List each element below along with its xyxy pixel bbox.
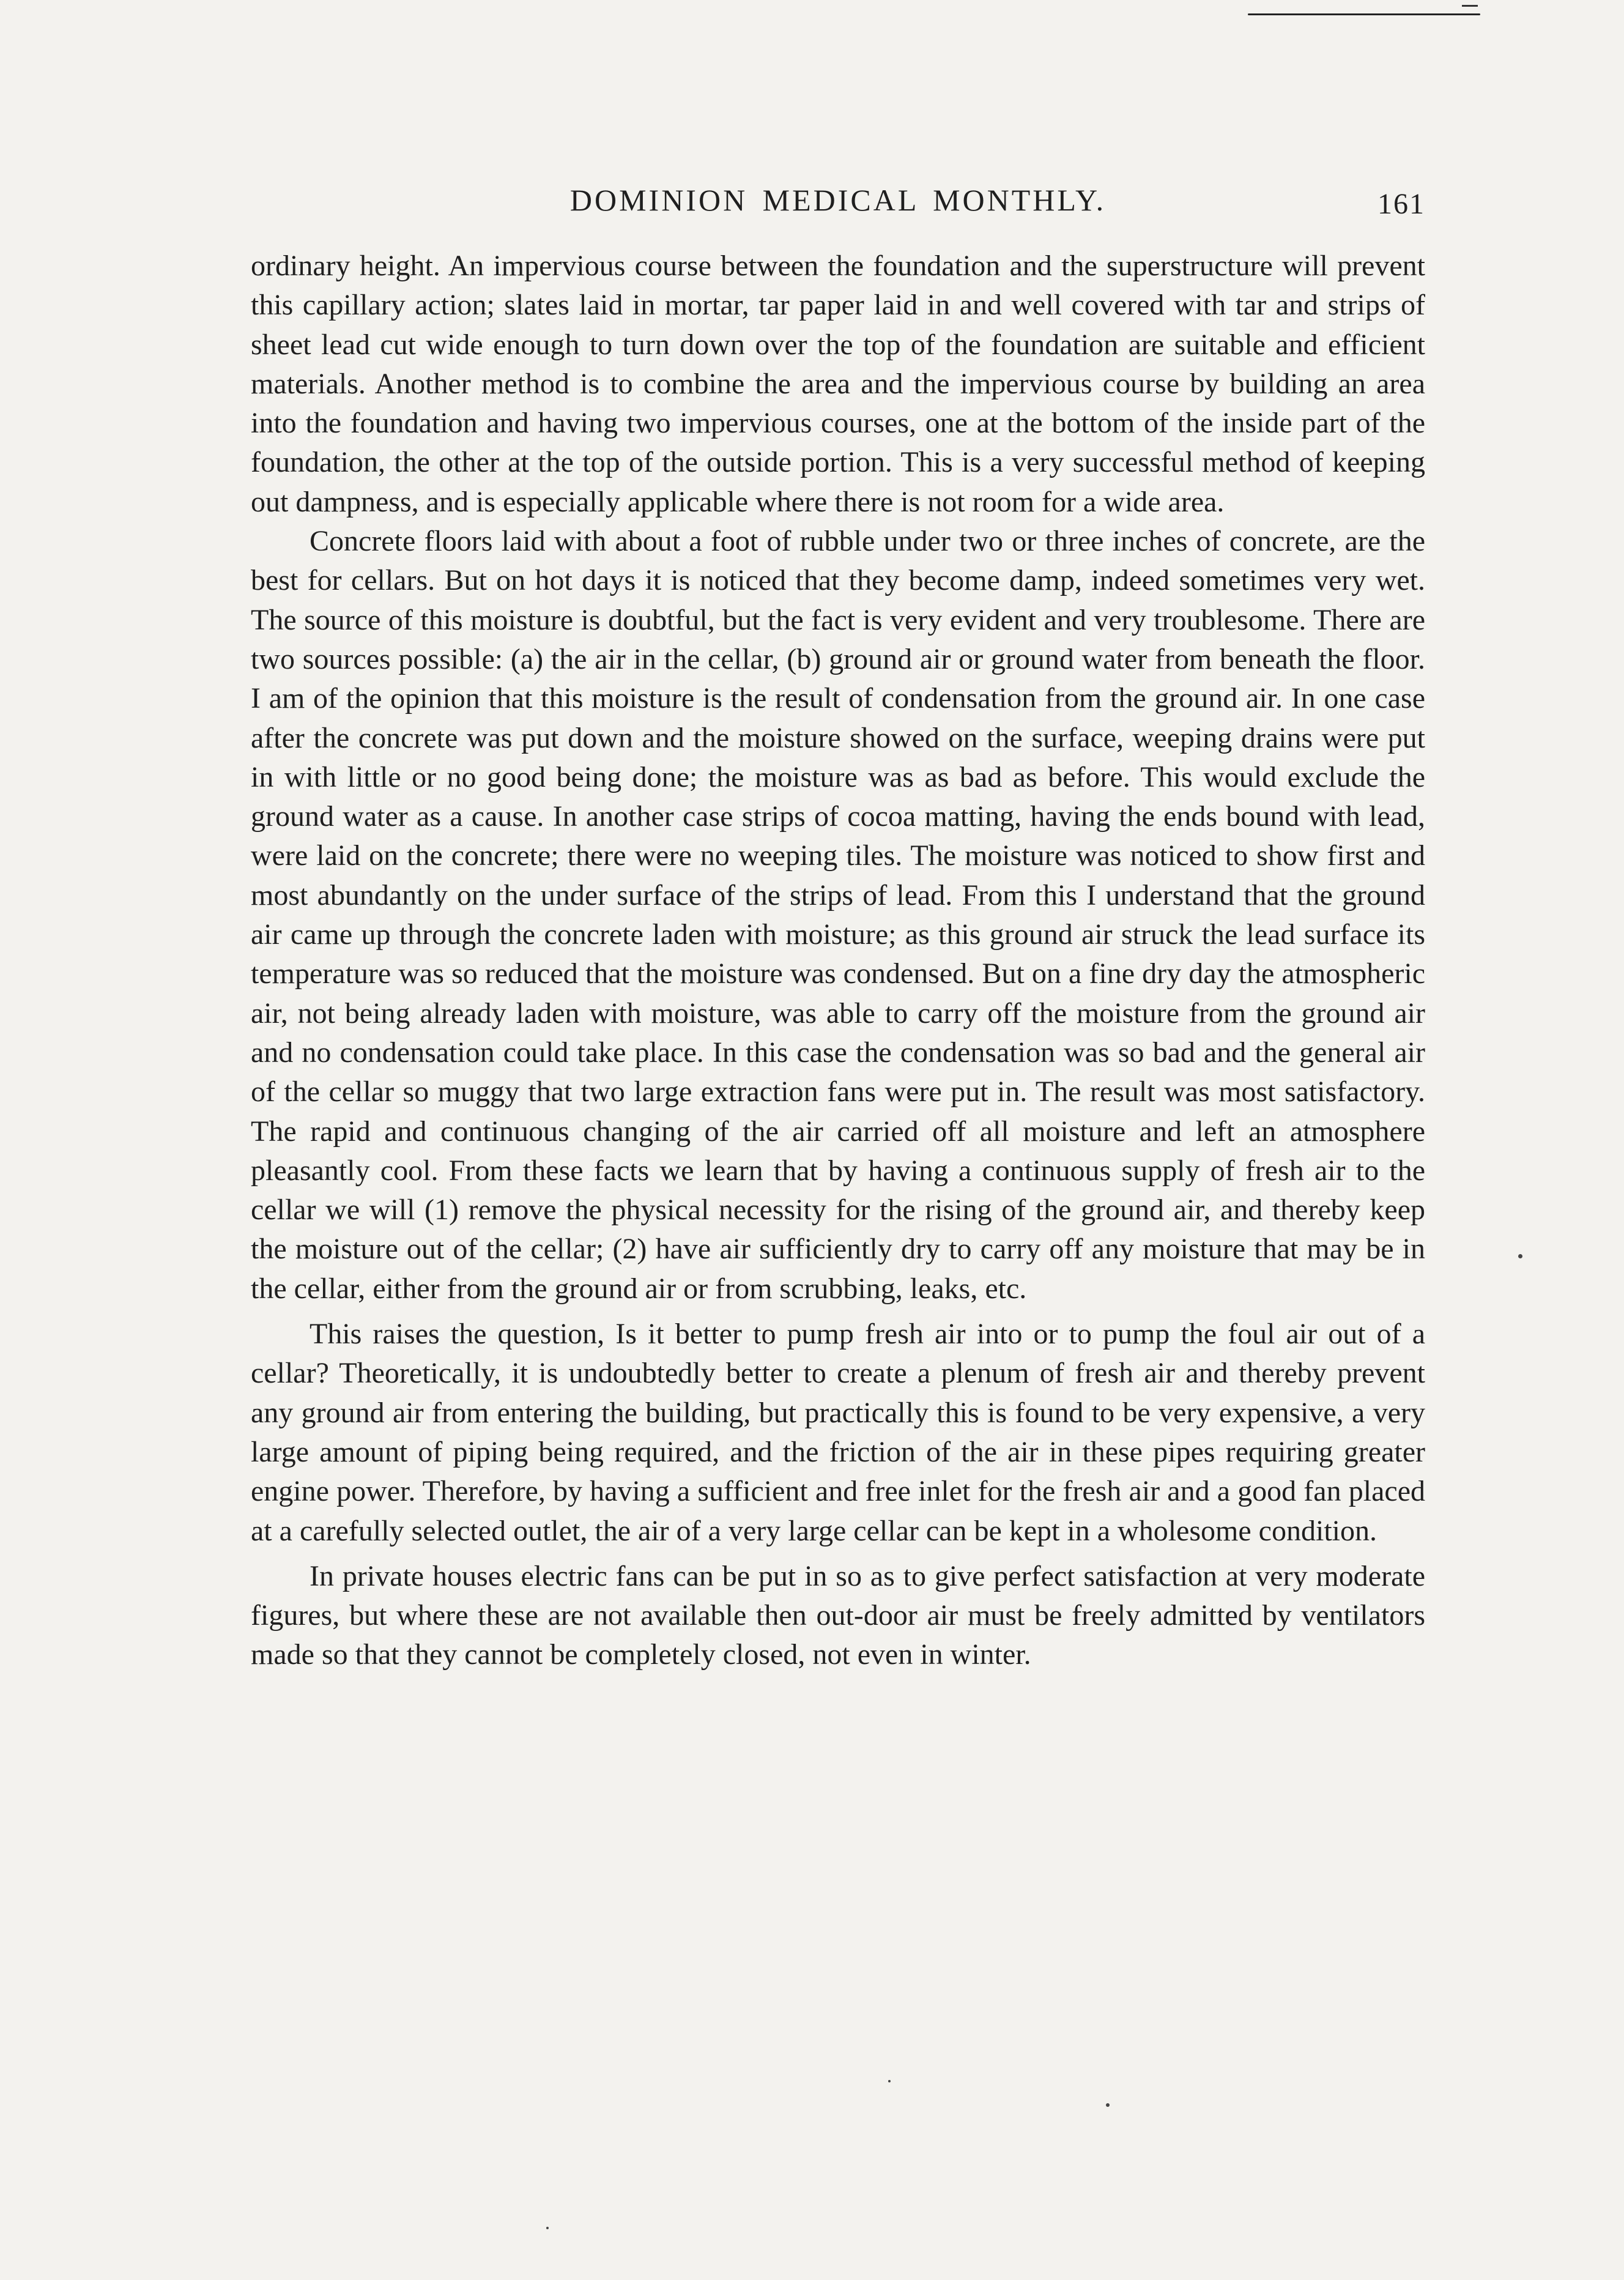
scan-speck: [546, 2227, 549, 2229]
paragraph-fresh-air-question: This raises the question, Is it better to pump fresh air into or to pump the foul air out of a cellar? Theoretically, it is undoubtedly better to create a plenum of fresh air and thereby prevent any ground air from entering the building, but practically this is found to be very expensive, a very large amount of piping being required, and the friction of the air in these pipes requiring greater engine power. Therefore, by having a sufficient and free inlet for the fresh air and a good fan placed at a carefully selected outlet, the air of a very large cellar can be kept in a wholesome condition.: [251, 1318, 1425, 1547]
running-header: [251, 182, 1425, 231]
paragraph-continuation: ordinary height. An impervious course between the foundation and the superstructure will prevent this capillary action; slates laid in mortar, tar paper laid in and well covered with tar and strips of sheet lead cut wide enough to turn down over the top of the foundation are suitable and efficient materials. Another method is to combine the area and the impervious course by building an area into the foundation and having two impervious courses, one at the bottom of the inside part of the foundation, the other at the top of the outside portion. This is a very successful method of keeping out dampness, and is especially applicable where there is not room for a wide area.: [251, 250, 1425, 518]
top-edge-rule: [1248, 13, 1480, 15]
top-edge-mark: [1462, 5, 1478, 7]
scan-speck: [1518, 1254, 1522, 1258]
paragraph-private-houses: In private houses electric fans can be put in so as to give perfect satisfaction at very moderate figures, but where these are not available then out-door air must be freely admitted by ventilators made so that they cannot be completely closed, not even in winter.: [251, 1559, 1425, 1671]
paragraph-concrete-floors: Concrete floors laid with about a foot of rubble under two or three inches of concrete, are the best for cellars. But on hot days it is noticed that they become damp, indeed sometimes very wet. The source of this moisture is doubtful, but the fact is very evident and very troublesome. There are two sources possible: (a) the air in the cellar, (b) ground air or ground water from beneath the floor. I am of the opinion that this moisture is the result of condensation from the ground air. In one case after the concrete was put down and the moisture showed on the surface, weeping drains were put in with little or no good being done; the moisture was as bad as before. This would exclude the ground water as a cause. In another case strips of cocoa matting, having the ends bound with lead, were laid on the concrete; there were no weeping tiles. The moisture was noticed to show first and most abundantly on the under surface of the strips of lead. From this I understand that the ground air came up through the concrete laden with moisture; as this ground air struck the lead surface its temperature was so reduced that the moisture was condensed. But on a fine dry day the atmospheric air, not being already laden with moisture, was able to carry off the moisture from the ground air and no condensation could take place. In this case the condensation was so bad and the general air of the cellar so muggy that two large extraction fans were put in. The result was most satisfactory. The rapid and continuous changing of the air carried off all moisture and left an atmosphere pleasantly cool. From these facts we learn that by having a continuous supply of fresh air to the cellar we will (1) remove the physical necessity for the rising of the ground air, and thereby keep the moisture out of the cellar; (2) have air sufficiently dry to carry off any moisture that may be in the cellar, either from the ground air or from scrubbing, leaks, etc.: [251, 525, 1425, 1305]
article-body: [251, 247, 1425, 1675]
page-number: 161: [1377, 188, 1425, 220]
scan-speck: [888, 2080, 891, 2082]
journal-title: DOMINION MEDICAL MONTHLY.: [569, 183, 1107, 217]
scan-speck: [1106, 2103, 1110, 2107]
